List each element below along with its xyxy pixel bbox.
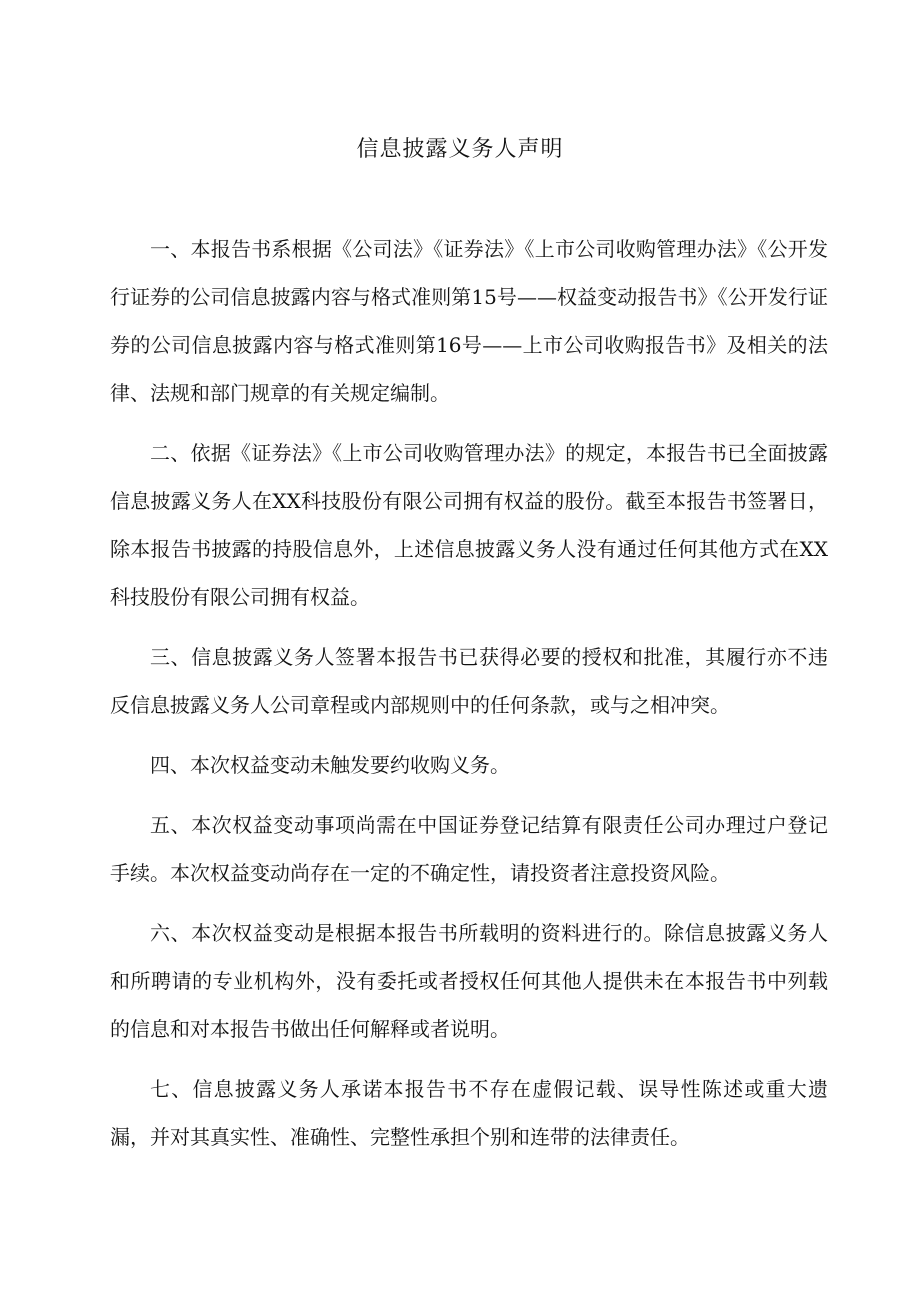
declaration-paragraph-2: 二、依据《证券法》《上市公司收购管理办法》的规定，本报告书已全面披露信息披露义务人在XX科技股份有限公司拥有权益的股份。截至本报告书签署日，除本报告书披露的持股信息外，上述信息披露义务人没有通过任何其他方式在XX科技股份有限公司拥有权益。	[110, 441, 828, 609]
declaration-paragraph-4: 四、本次权益变动未触发要约收购义务。	[150, 753, 510, 777]
declaration-paragraph-7: 七、信息披露义务人承诺本报告书不存在虚假记载、误导性陈述或重大遗漏，并对其真实性、准确性、完整性承担个别和连带的法律责任。	[110, 1077, 828, 1149]
declaration-paragraph-6: 六、本次权益变动是根据本报告书所载明的资料进行的。除信息披露义务人和所聘请的专业机构外，没有委托或者授权任何其他人提供未在本报告书中列载的信息和对本报告书做出任何解释或者说明。	[110, 921, 828, 1041]
declaration-paragraph-3: 三、信息披露义务人签署本报告书已获得必要的授权和批准，其履行亦不违反信息披露义务人公司章程或内部规则中的任何条款，或与之相冲突。	[110, 645, 828, 717]
declaration-paragraph-5: 五、本次权益变动事项尚需在中国证券登记结算有限责任公司办理过户登记手续。本次权益变动尚存在一定的不确定性，请投资者注意投资风险。	[110, 813, 828, 885]
declaration-paragraph-1: 一、本报告书系根据《公司法》《证券法》《上市公司收购管理办法》《公开发行证券的公司信息披露内容与格式准则第15号——权益变动报告书》《公开发行证券的公司信息披露内容与格式准则第16号——上市公司收购报告书》及相关的法律、法规和部门规章的有关规定编制。	[110, 237, 828, 405]
declaration-body	[110, 225, 828, 1173]
page-title: 信息披露义务人声明	[356, 137, 564, 162]
